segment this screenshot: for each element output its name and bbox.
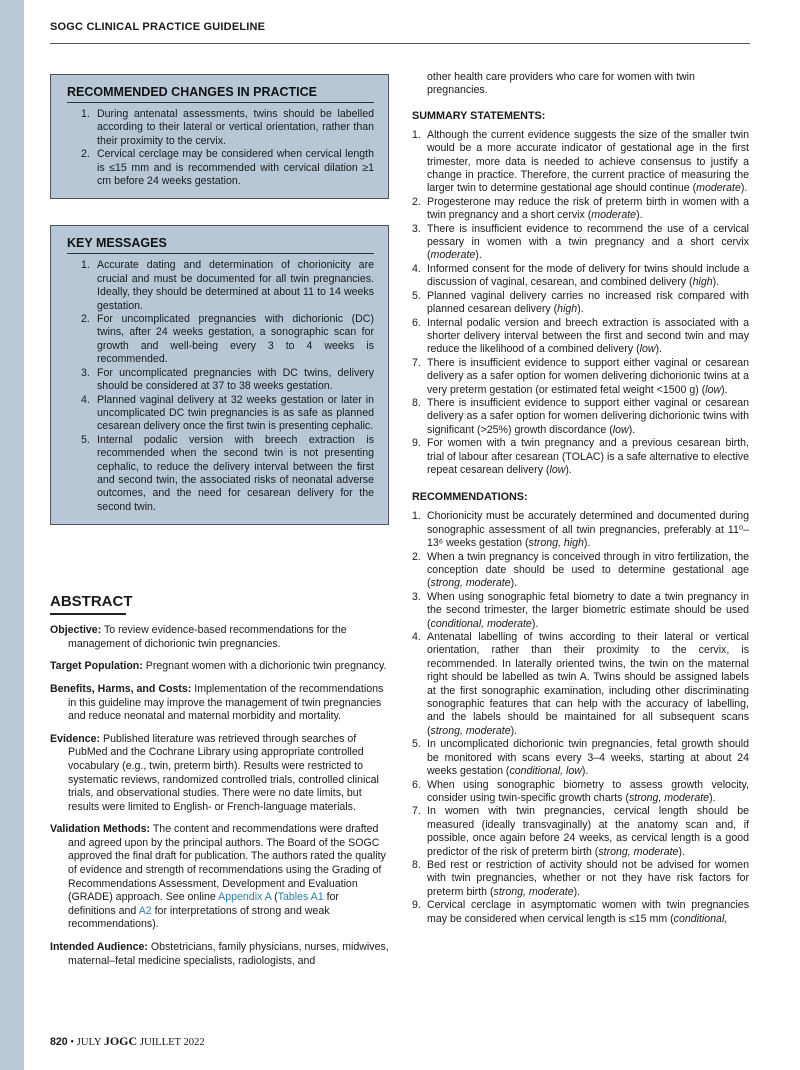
list-item-text: There is insufficient evidence to recommend the use of a cervical pessary in women with a twin pregnancy and a short cervix <box>427 222 749 249</box>
audience-continued: other health care providers who care for women with twin pregnancies. <box>427 71 695 97</box>
evidence-label: Evidence: <box>50 732 101 745</box>
recommended-changes-list <box>67 108 374 188</box>
list-item-text: Planned vaginal delivery carries no increased risk compared with planned cesarean delivery <box>427 289 749 316</box>
list-number: 9. <box>412 899 421 912</box>
list-number: 3. <box>412 590 421 603</box>
summary-statement-item: 3. There is insufficient evidence to recommend the use of a cervical pessary in women with a twin pregnancy and a short cervix (moderate). <box>412 222 749 262</box>
evidence-grade: high <box>692 276 713 289</box>
running-head: SOGC CLINICAL PRACTICE GUIDELINE <box>50 21 266 33</box>
list-number: 2. <box>412 195 421 208</box>
grade-close: ). <box>709 791 716 804</box>
grade-close: ). <box>678 845 685 858</box>
abstract-evidence <box>50 733 389 815</box>
list-number: 5. <box>412 738 421 751</box>
validation-label: Validation Methods: <box>50 823 151 836</box>
evidence-grade: strong, moderate <box>430 577 511 590</box>
list-item-text: Bed rest or restriction of activity should not be advised for women with twin pregnancies, whether or not they have risk factors for preterm birth <box>427 858 749 898</box>
list-item-text: Cervical cerclage may be considered when cervical length is ≤15 mm and is recommended with cervical dilation ≥1 cm before 24 weeks gestation. <box>97 148 374 188</box>
header-rule <box>50 43 750 44</box>
evidence-grade: strong, moderate <box>628 791 710 804</box>
list-number: 7. <box>412 356 421 369</box>
benefits-text: Implementation of the recommendations in this guideline may improve the management of twin pregnancies and reduce neonatal and maternal morbidity and mortality. <box>68 682 384 723</box>
left-column <box>50 74 389 968</box>
list-number: 2. <box>81 148 90 161</box>
list-item-text: During antenatal assessments, twins should be labelled according to their lateral or vertical orientation, rather than their proximity to the cervix. <box>97 108 374 147</box>
summary-statements-title: SUMMARY STATEMENTS: <box>412 109 546 122</box>
recommended-changes-title: RECOMMENDED CHANGES IN PRACTICE <box>67 85 374 103</box>
evidence-text: Published literature was retrieved through searches of PubMed and the Cochrane Library using appropriate controlled vocabulary (e.g., twin, preterm birth). Results were restricted to systematic reviews, randomized controlled trials, controlled clinical trials, and observational studies. There were no date limits, but results were limited to English- or French-language materials. <box>68 732 379 813</box>
list-item-text: When using sonographic biometry to assess growth velocity, consider using twin-specific growth charts <box>427 778 749 804</box>
list-item-text: Accurate dating and determination of chorionicity are crucial and must be documented for all twin pregnancies. Ideally, they should be determined at about 11 to 14 weeks gestation. <box>97 259 374 312</box>
grade-close: ). <box>531 617 539 630</box>
list-item-text: There is insufficient evidence to support either vaginal or cesarean delivery as a safer option for women delivering dichorionic twins at a very preterm gestation (or estimated fetal weight <1500 g) <box>427 356 749 396</box>
list-number: 6. <box>412 778 421 791</box>
key-messages-box <box>50 225 389 525</box>
grade-close: ). <box>510 724 518 737</box>
recommendation-item: 1. Chorionicity must be accurately determined and documented during sonographic assessment of all twin pregnancies, preferably at 11⁰–13⁶ weeks gestation (strong, high). <box>412 510 749 550</box>
evidence-grade: low <box>612 423 629 436</box>
grade-close: ). <box>510 577 518 590</box>
validation-text: The content and recommendations were drafted and agreed upon by the principal authors. The Board of the SOGC approved the final draft for publication. The authors rated the quality of evidence and strength of recommendations using the Grading of Recommendations Assessment, Development and Evaluation (GRADE) approach. See online <box>68 823 386 904</box>
summary-statement-item: 8. There is insufficient evidence to support either vaginal or cesarean delivery as a safer option for women delivering dichorionic twins with significant (>25%) growth discordance (low). <box>412 396 749 436</box>
grade-close: ). <box>655 343 662 356</box>
list-item-text: Planned vaginal delivery at 32 weeks gestation or later in uncomplicated DC twin pregnancies is as safe as planned cesarean delivery once the first twin is presenting cephalic. <box>97 393 374 433</box>
key-message-item <box>67 313 374 367</box>
summary-statement-item: 5. Planned vaginal delivery carries no increased risk compared with planned cesarean delivery (high). <box>412 289 749 316</box>
evidence-grade: conditional, low <box>509 765 582 778</box>
a2-link[interactable]: A2 <box>138 904 152 917</box>
grade-close: ). <box>628 423 636 436</box>
list-number: 6. <box>412 316 421 329</box>
key-message-item <box>67 367 374 394</box>
list-item-text: For uncomplicated pregnancies with dichorionic (DC) twins, after 24 weeks gestation, a sonographic scan for growth and well-being every 3 to 4 weeks is recommended. <box>97 313 374 366</box>
list-number: 1. <box>81 108 90 120</box>
grade-close: ). <box>740 182 748 195</box>
grade-close: ). <box>475 249 482 262</box>
footer-year: 2022 <box>183 1037 205 1048</box>
recommendation-item: 7. In women with twin pregnancies, cervical length should be measured (ideally transvaginally) at the anatomy scan and, if possible, once again before 24 weeks, as cervical length is a good predictor of the risk of preterm birth (strong, moderate). <box>412 805 749 858</box>
list-item-text: Informed consent for the mode of delivery for twins should include a discussion of vaginal, cesarean, and combined delivery <box>427 262 749 289</box>
list-item-text: Chorionicity must be accurately determined and documented during sonographic assessment of all twin pregnancies, preferably at 11⁰–13⁶ weeks gestation <box>427 510 749 550</box>
list-item-text: Internal podalic version and breech extraction is associated with a shorter delivery interval between the first and second twin and may reduce the likelihood of a combined delivery <box>427 316 749 356</box>
abstract-audience <box>50 941 389 968</box>
grade-close: ). <box>581 765 589 778</box>
validation-paren: ( <box>274 891 278 904</box>
key-messages-list <box>67 259 374 514</box>
validation-end: for interpretations of strong and weak recommendations). <box>68 904 330 931</box>
grade-close: ). <box>583 537 591 550</box>
summary-statement-item: 9. For women with a twin pregnancy and a previous cesarean birth, trial of labour after cesarean (TOLAC) is a safe alternative to elective repeat cesarean delivery (low). <box>412 437 749 476</box>
list-number: 1. <box>412 510 421 523</box>
recommendations-list <box>412 510 749 926</box>
page-number: 820 <box>50 1036 68 1048</box>
evidence-grade: moderate <box>696 182 741 195</box>
list-number: 9. <box>412 437 421 450</box>
summary-statement-item: 1. Although the current evidence suggests the size of the smaller twin would be a more accurate indicator of gestational age in the first trimester, more data is needed to achieve consensus to justify a change in practice. Therefore, the current practice of measuring the larger twin to determine gestational age should continue (moderate). <box>412 128 749 195</box>
recommendation-item: 8. Bed rest or restriction of activity should not be advised for women with twin pregnancies, whether or not they have risk factors for preterm birth (strong, moderate). <box>412 858 749 898</box>
appendix-a-link[interactable]: Appendix A <box>218 891 272 904</box>
summary-statement-item: 2. Progesterone may reduce the risk of preterm birth in women with a twin pregnancy and a short cervix (moderate). <box>412 195 749 222</box>
list-number: 5. <box>81 433 90 446</box>
key-message-item <box>67 259 374 313</box>
evidence-grade: strong, high <box>528 537 584 550</box>
list-number: 4. <box>412 262 421 275</box>
list-number: 1. <box>81 259 90 272</box>
summary-statement-item: 6. Internal podalic version and breech extraction is associated with a shorter delivery interval between the first and second twin and may reduce the likelihood of a combined delivery (low). <box>412 316 749 356</box>
summary-statement-item: 4. Informed consent for the mode of delivery for twins should include a discussion of vaginal, cesarean, and combined delivery (high). <box>412 262 749 289</box>
summary-statements-list <box>412 129 749 478</box>
list-item-text: Although the current evidence suggests the size of the smaller twin would be a more accurate indicator of gestational age in the first trimester, more data is needed to achieve consensus to justify a change in practice. Therefore, the current practice of measuring the larger twin to determine gestational age should continue <box>427 128 749 195</box>
grade-close: ). <box>636 209 643 222</box>
recommended-change-item <box>67 108 374 148</box>
list-item-text: When a twin pregnancy is conceived through in vitro fertilization, the conception date should be used to determine gestational age <box>427 550 749 576</box>
evidence-grade: conditional, <box>673 912 728 925</box>
list-number: 1. <box>412 128 421 141</box>
audience-text: Obstetricians, family physicians, nurses, midwives, maternal–fetal medicine specialists, radiologists, and <box>68 941 389 967</box>
list-item-text: For women with a twin pregnancy and a previous cesarean birth, trial of labour after cesarean (TOLAC) is a safe alternative to elective repeat cesarean delivery <box>427 437 749 476</box>
list-item-text: In women with twin pregnancies, cervical length should be measured (ideally transvaginally) at the anatomy scan and, if possible, once again before 24 weeks, as cervical length is a good predictor of the risk of preterm birth <box>427 805 749 858</box>
list-item-text: Internal podalic version with breech extraction is recommended when the second twin is not presenting cephalic, to reduce the delivery interval between the first and second twin, the associated risks of neonatal adverse outcomes, and the need for cesarean delivery for the second twin. <box>97 433 374 513</box>
evidence-grade: conditional, moderate <box>430 617 532 630</box>
evidence-grade: low <box>549 463 566 476</box>
list-number: 3. <box>81 366 90 379</box>
evidence-grade: strong, moderate <box>598 845 679 858</box>
abstract-title: ABSTRACT <box>50 593 126 615</box>
recommendation-item: 5. In uncomplicated dichorionic twin pregnancies, fetal growth should be monitored with scans every 3–4 weeks, starting at about 24 weeks gestation (conditional, low). <box>412 738 749 778</box>
recommendation-item: 6. When using sonographic biometry to assess growth velocity, consider using twin-specific growth charts (strong, moderate). <box>412 778 749 804</box>
list-number: 2. <box>81 313 90 326</box>
tables-a1-link[interactable]: Tables A1 <box>277 891 324 904</box>
evidence-grade: moderate <box>591 209 637 222</box>
list-number: 8. <box>412 858 421 871</box>
key-message-item <box>67 394 374 434</box>
target-text: Pregnant women with a dichorionic twin pregnancy. <box>145 660 387 673</box>
recommendation-item: 2. When a twin pregnancy is conceived through in vitro fertilization, the conception date should be used to determine gestational age (strong, moderate). <box>412 550 749 590</box>
list-item-text: When using sonographic fetal biometry to date a twin pregnancy in the second trimester, the larger biometric estimate should be used <box>427 590 749 617</box>
key-message-item <box>67 434 374 514</box>
abstract-benefits <box>50 683 389 724</box>
recommendation-item: 9. Cervical cerclage in asymptomatic women with twin pregnancies may be considered when cervical length is ≤15 mm (conditional, <box>412 899 749 925</box>
grade-close: ). <box>721 383 728 396</box>
recommendation-item: 3. When using sonographic fetal biometry to date a twin pregnancy in the second trimester, the larger biometric estimate should be used (conditional, moderate). <box>412 590 749 630</box>
evidence-grade: moderate <box>430 249 476 262</box>
recommendation-item: 4. Antenatal labelling of twins according to their lateral or vertical orientation, rather than their proximity to the cervix, is recommended. In laterally oriented twins, the twin on the maternal right should be labelled as twin A. Twins should be assigned labels at the first sonographic examination, including other discriminating sonographic features that can help with the accuracy of labelling, and the labels should be maintained for all subsequent scans (strong, moderate). <box>412 631 749 737</box>
list-number: 4. <box>81 393 90 406</box>
grade-close: ). <box>577 303 584 316</box>
footer-bullet: • <box>70 1037 75 1048</box>
recommended-change-item <box>67 148 374 188</box>
summary-statement-item: 7. There is insufficient evidence to support either vaginal or cesarean delivery as a safer option for women delivering dichorionic twins at a very preterm gestation (or estimated fetal weight <1500 g) (low). <box>412 356 749 396</box>
list-number: 2. <box>412 550 421 563</box>
recommended-changes-box <box>50 74 389 199</box>
list-item-text: Cervical cerclage in asymptomatic women with twin pregnancies may be considered when cervical length is ≤15 mm <box>427 899 749 925</box>
evidence-grade: high <box>557 303 578 316</box>
list-item-text: For uncomplicated pregnancies with DC twins, delivery should be considered at 37 to 38 weeks gestation. <box>97 366 374 393</box>
page-footer <box>50 1034 205 1049</box>
abstract-objective <box>50 624 389 651</box>
right-column <box>412 71 749 926</box>
objective-label: Objective: <box>50 624 102 637</box>
benefits-label: Benefits, Harms, and Costs: <box>50 682 192 695</box>
abstract-target <box>50 660 389 674</box>
journal-name: JOGC <box>103 1034 138 1048</box>
objective-text: To review evidence-based recommendations for the management of dichorionic twin pregnancies. <box>68 624 347 650</box>
list-number: 5. <box>412 289 421 302</box>
footer-month-fr: JUILLET <box>139 1037 181 1048</box>
grade-close: ). <box>712 276 720 289</box>
recommendations-title: RECOMMENDATIONS: <box>412 491 528 504</box>
audience-label: Intended Audience: <box>50 941 148 954</box>
list-number: 7. <box>412 805 421 818</box>
list-item-text: There is insufficient evidence to support either vaginal or cesarean delivery as a safer option for women delivering dichorionic twins with significant (>25%) growth discordance <box>427 396 749 436</box>
list-number: 3. <box>412 222 421 235</box>
list-number: 8. <box>412 396 421 409</box>
list-item-text: Antenatal labelling of twins according to their lateral or vertical orientation, rather than their proximity to the cervix, is recommended. In laterally oriented twins, the twin on the maternal right should be labelled as twin A. Twins should be assigned labels at the first sonographic examination, including other discriminating sonographic features that can help with the accuracy of labelling, and the labels should be maintained for all subsequent scans <box>427 631 749 724</box>
evidence-grade: strong, moderate <box>430 724 511 737</box>
abstract-validation <box>50 823 389 932</box>
key-messages-title: KEY MESSAGES <box>67 236 374 254</box>
evidence-grade: strong, moderate <box>493 885 574 898</box>
list-item-text: Progesterone may reduce the risk of preterm birth in women with a twin pregnancy and a short cervix <box>427 195 749 222</box>
validation-mid: for definitions and <box>68 891 339 917</box>
page-sidebar-band <box>0 0 24 1070</box>
evidence-grade: low <box>639 343 656 356</box>
target-label: Target Population: <box>50 660 143 673</box>
list-number: 4. <box>412 631 421 644</box>
grade-close: ). <box>573 885 581 898</box>
evidence-grade: low <box>705 383 722 396</box>
footer-month: JULY <box>76 1037 102 1048</box>
grade-close: ). <box>565 463 572 476</box>
list-item-text: In uncomplicated dichorionic twin pregnancies, fetal growth should be monitored with scans every 3–4 weeks, starting at about 24 weeks gestation <box>427 738 749 778</box>
